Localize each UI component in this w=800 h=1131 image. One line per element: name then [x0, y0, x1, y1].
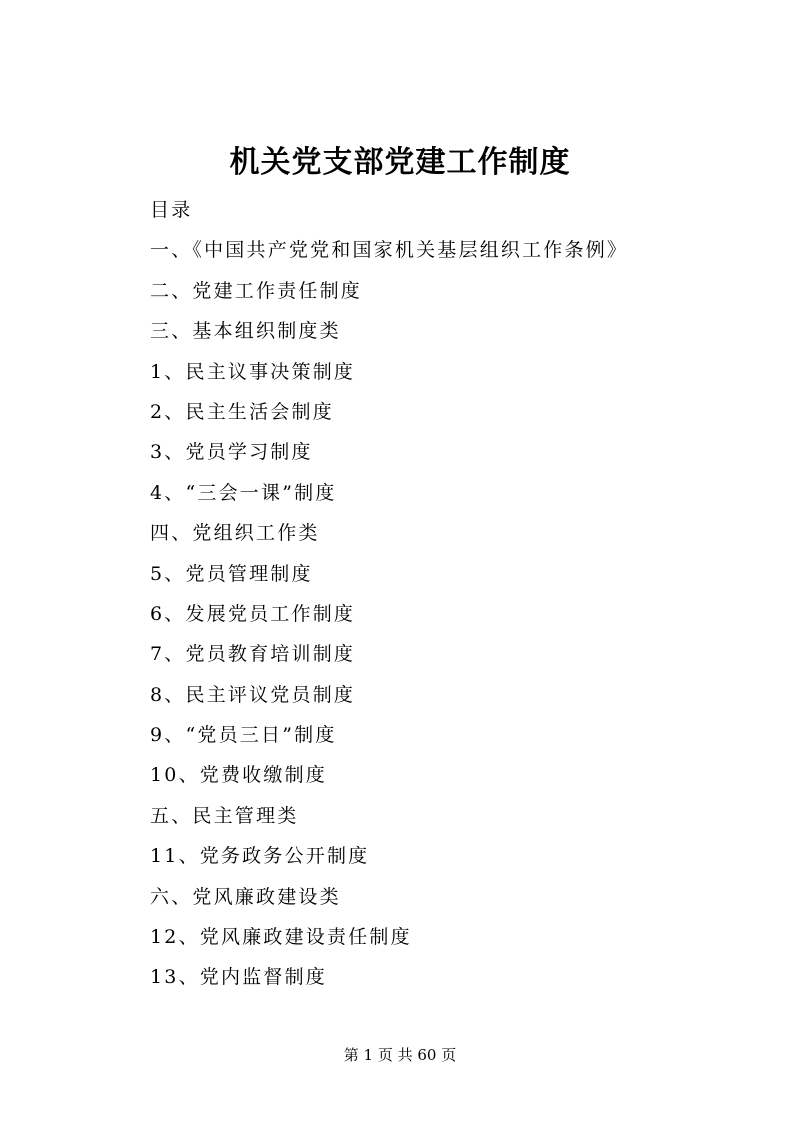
toc-item: 五、民主管理类: [150, 804, 299, 827]
toc-item: 三、基本组织制度类: [150, 320, 341, 343]
toc-item: 10、党费收缴制度: [150, 764, 327, 787]
toc-item: 12、党风廉政建设责任制度: [150, 926, 412, 949]
toc-item: 9、“党员三日”制度: [150, 724, 337, 747]
toc-item: 11、党务政务公开制度: [150, 845, 370, 868]
toc-item: 8、民主评议党员制度: [150, 683, 356, 706]
table-of-contents: [150, 190, 670, 998]
toc-item: 二、党建工作责任制度: [150, 279, 363, 302]
toc-heading: 目录: [150, 199, 193, 221]
page-number-footer: 第 1 页 共 60 页: [343, 1046, 457, 1064]
toc-item: 13、党内监督制度: [150, 966, 327, 989]
toc-item: 5、党员管理制度: [150, 562, 313, 585]
toc-item: 1、民主议事决策制度: [150, 360, 356, 383]
toc-item: 2、民主生活会制度: [150, 400, 334, 423]
toc-item: 四、党组织工作类: [150, 522, 320, 545]
toc-item: 6、发展党员工作制度: [150, 602, 356, 625]
document-title: 机关党支部党建工作制度: [229, 145, 571, 180]
toc-item: 4、“三会一课”制度: [150, 481, 337, 504]
toc-item: 7、党员教育培训制度: [150, 643, 356, 666]
toc-item: 3、党员学习制度: [150, 441, 313, 464]
toc-item: 六、党风廉政建设类: [150, 885, 341, 908]
toc-item: 一、《中国共产党党和国家机关基层组织工作条例》: [150, 239, 629, 262]
